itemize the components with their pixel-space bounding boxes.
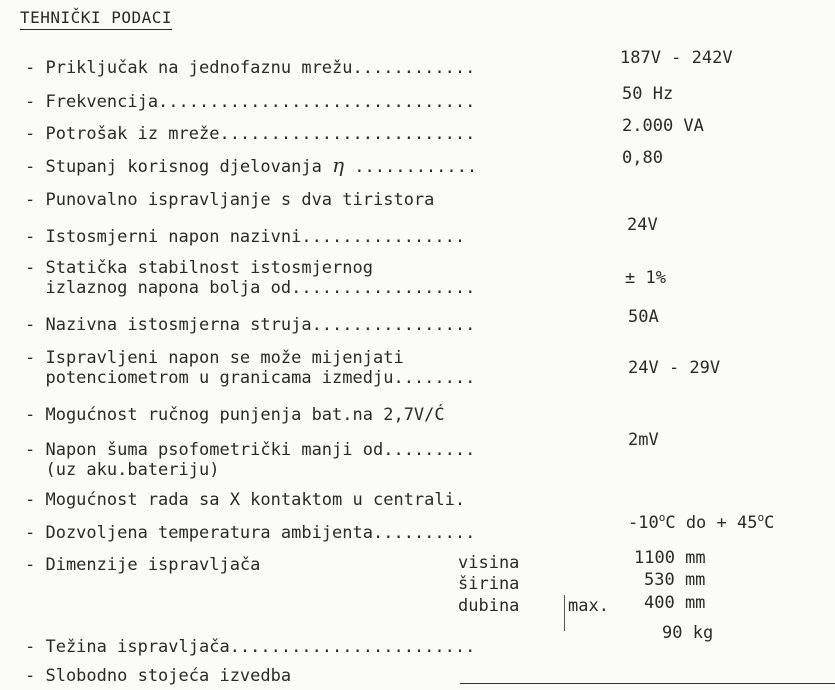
spec-value-frequency: 50 Hz xyxy=(622,84,674,104)
spec-label-efficiency xyxy=(25,155,477,177)
dimension-value-width: 530 mm xyxy=(644,570,706,590)
dimension-divider-line xyxy=(564,595,565,631)
degree-sup-1: o xyxy=(658,511,666,524)
dimension-name-width: širina xyxy=(458,574,520,594)
spec-label-weight: - Težina ispravljača........................ xyxy=(25,637,476,657)
spec-label-dimensions: - Dimenzije ispravljača xyxy=(25,555,261,575)
dimension-value-depth: 400 mm xyxy=(644,593,706,613)
spec-value-power-consumption: 2.000 VA xyxy=(622,116,704,136)
eta-symbol: η xyxy=(332,153,345,177)
spec-label-power-consumption: - Potrošak iz mreže......................... xyxy=(25,124,476,144)
spec-label-frequency: - Frekvencija............................... xyxy=(25,92,476,112)
temp-unit: C xyxy=(764,513,775,533)
dimension-value-height: 1100 mm xyxy=(634,548,706,568)
spec-label-full-wave-rectification: - Punovalno ispravljanje s dva tiristora xyxy=(25,190,435,210)
degree-sup-2: o xyxy=(757,511,765,524)
spec-label-nominal-dc-current: - Nazivna istosmjerna struja................ xyxy=(25,315,476,335)
dimension-name-height: visina xyxy=(458,553,520,573)
spec-label-nominal-dc-voltage: - Istosmjerni napon nazivni................ xyxy=(25,227,466,247)
spec-value-nominal-dc-voltage: 24V xyxy=(627,215,658,235)
spec-label-ambient-temperature: - Dozvoljena temperatura ambijenta.......... xyxy=(25,523,476,543)
temp-mid: C do + 45 xyxy=(665,513,758,533)
spec-value-ambient-temperature xyxy=(628,513,774,533)
spec-label-x-contact: - Mogućnost rada sa X kontaktom u centrali. xyxy=(25,490,466,510)
spec-label-free-standing: - Slobodno stojeća izvedba xyxy=(25,666,292,686)
spec-value-mains-connection: 187V - 242V xyxy=(620,48,733,68)
spec-label-static-stability: - Statička stabilnost istosmjernog xyxy=(25,258,373,278)
spec-label-efficiency-dots: ............ xyxy=(344,157,478,177)
spec-label-adjustable-voltage: - Ispravljeni napon se može mijenjati xyxy=(25,348,404,368)
spec-value-adjustable-voltage: 24V - 29V xyxy=(628,358,721,378)
spec-label-static-stability-line2: izlaznog napona bolja od.................. xyxy=(25,278,476,298)
spec-label-efficiency-text: - Stupanj korisnog djelovanja xyxy=(25,157,322,177)
spec-value-psophometric-noise: 2mV xyxy=(628,430,659,450)
dimension-prefix-depth: max. xyxy=(568,596,609,616)
spec-label-psophometric-noise: - Napon šuma psofometrički manji od......... xyxy=(25,440,476,460)
spec-value-weight: 90 kg xyxy=(662,623,714,643)
dimension-name-depth: dubina xyxy=(458,596,520,616)
spec-value-nominal-dc-current: 50A xyxy=(628,307,659,327)
spec-label-adjustable-voltage-line2: potenciometrom u granicama izmedju........ xyxy=(25,368,476,388)
spec-value-static-stability: ± 1% xyxy=(625,268,666,288)
spec-label-manual-charging: - Mogućnost ručnog punjenja bat.na 2,7V/Ć xyxy=(25,405,445,425)
bottom-rule-line xyxy=(460,683,835,684)
temp-min: -10 xyxy=(628,513,659,533)
spec-label-psophometric-noise-line2: (uz aku.bateriju) xyxy=(25,460,220,480)
spec-label-mains-connection: - Priključak na jednofaznu mrežu............ xyxy=(25,58,476,78)
document-title: TEHNIČKI PODACI xyxy=(20,8,172,30)
spec-value-efficiency: 0,80 xyxy=(622,148,663,168)
